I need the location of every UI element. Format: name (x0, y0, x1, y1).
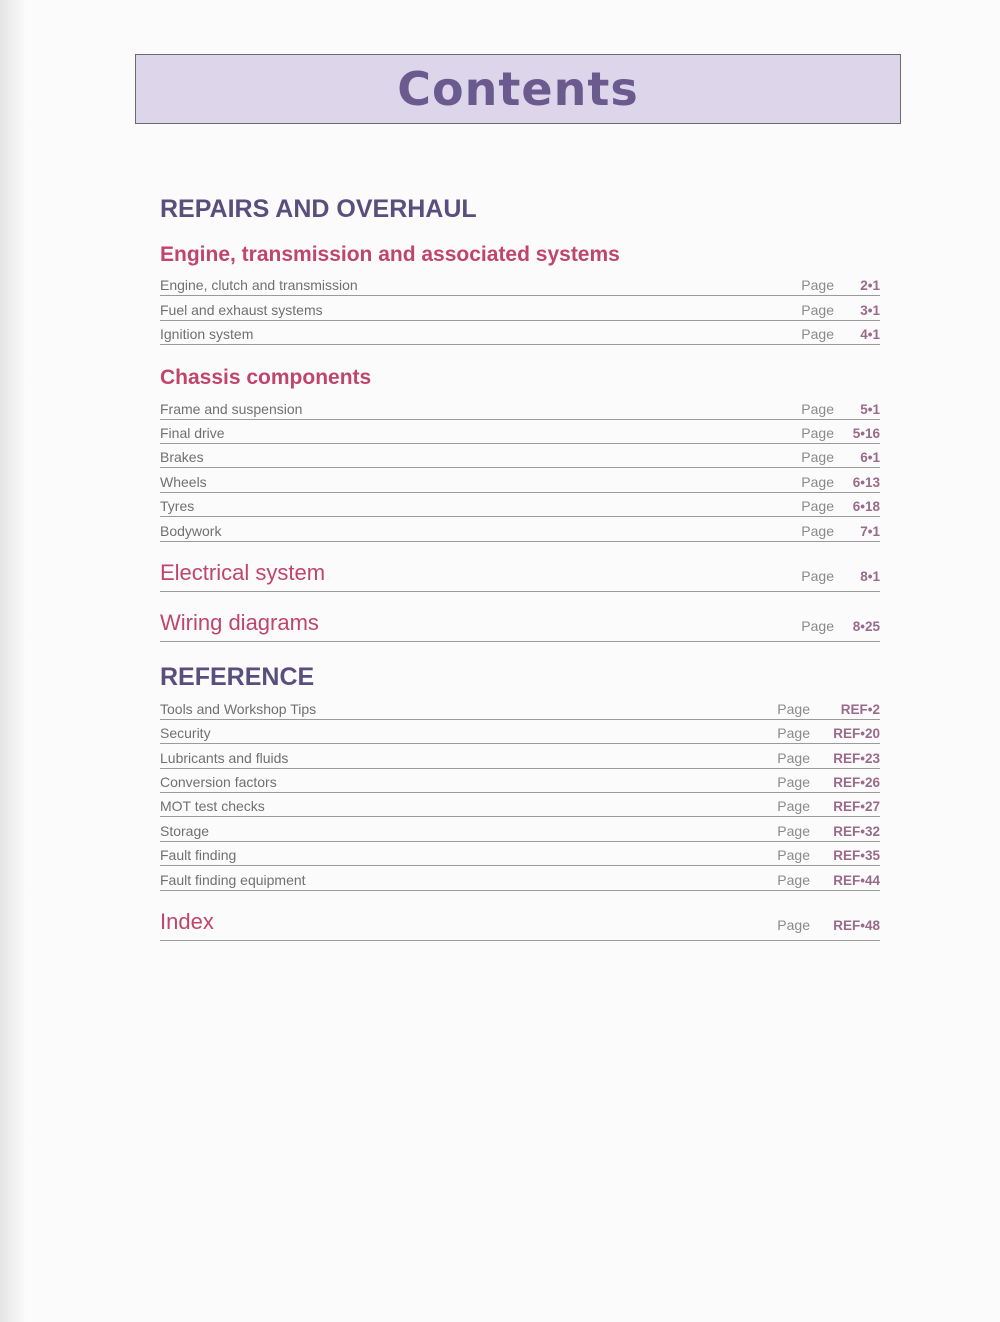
toc-row[interactable] (160, 817, 880, 841)
toc-row[interactable] (160, 420, 880, 444)
toc-row[interactable] (160, 493, 880, 517)
toc-row-label: Engine, clutch and transmission (160, 277, 358, 294)
page-word: Page (801, 617, 834, 634)
page-word: Page (801, 449, 834, 466)
toc-row[interactable] (160, 720, 880, 744)
reference-items (160, 696, 880, 891)
page-word: Page (801, 326, 834, 343)
page-word: Page (801, 498, 834, 515)
toc-row[interactable] (160, 696, 880, 720)
page-word: Page (777, 822, 810, 839)
toc-row-label: Index (160, 908, 214, 934)
toc-row-label: Fuel and exhaust systems (160, 301, 323, 318)
page-word: Page (777, 871, 810, 888)
page-number: 7•1 (860, 523, 880, 539)
page-word: Page (777, 749, 810, 766)
chassis-items (160, 395, 880, 541)
page-word: Page (777, 700, 810, 717)
page-number: 5•1 (860, 401, 880, 417)
toc-row[interactable] (160, 769, 880, 793)
toc-row-label: Lubricants and fluids (160, 749, 289, 766)
toc-row-label: Electrical system (160, 559, 326, 585)
page-edge-shadow (0, 0, 26, 1322)
page-number: REF•35 (833, 848, 880, 864)
title-banner (135, 54, 901, 124)
page-word: Page (777, 774, 810, 791)
toc-row-index[interactable] (160, 901, 880, 941)
page-number: 6•13 (852, 474, 880, 490)
toc-row-label: Ignition system (160, 326, 254, 343)
toc-row-label: Frame and suspension (160, 400, 303, 417)
subsection-heading-chassis: Chassis components (160, 366, 372, 390)
toc-row-label: Tools and Workshop Tips (160, 700, 317, 717)
toc-row[interactable] (160, 866, 880, 890)
toc-row-label: Fault finding equipment (160, 871, 306, 888)
toc-row-label: MOT test checks (160, 798, 265, 815)
toc-row-label: Conversion factors (160, 774, 277, 791)
toc-row[interactable] (160, 793, 880, 817)
section-heading-repairs: REPAIRS AND OVERHAUL (160, 195, 477, 223)
page-word: Page (801, 301, 834, 318)
toc-row-label: Bodywork (160, 522, 222, 539)
page-number: REF•48 (833, 917, 880, 933)
page-number: REF•20 (833, 726, 880, 742)
page-word: Page (777, 798, 810, 815)
page-title: Contents (397, 62, 639, 116)
page-number: 3•1 (860, 302, 880, 318)
toc-row-label: Final drive (160, 424, 225, 441)
toc-row[interactable] (160, 272, 880, 296)
toc-row-label: Tyres (160, 498, 195, 515)
toc-row[interactable] (160, 744, 880, 768)
page-word: Page (801, 400, 834, 417)
page-number: REF•44 (833, 872, 880, 888)
toc-row[interactable] (160, 395, 880, 419)
page-word: Page (801, 424, 834, 441)
toc-row[interactable] (160, 444, 880, 468)
page-number: 2•1 (860, 278, 880, 294)
page-number: 5•16 (852, 425, 880, 441)
page-word: Page (801, 473, 834, 490)
toc-row-label: Fault finding (160, 847, 237, 864)
contents-list (160, 190, 880, 941)
toc-row-label: Wiring diagrams (160, 609, 319, 635)
page-word: Page (777, 847, 810, 864)
page-number: 4•1 (860, 327, 880, 343)
toc-row-label: Wheels (160, 473, 207, 490)
page-number: REF•27 (833, 799, 880, 815)
toc-row-label: Security (160, 725, 211, 742)
page-word: Page (801, 567, 834, 584)
subsection-heading-engine: Engine, transmission and associated systems (160, 243, 620, 266)
toc-row[interactable] (160, 468, 880, 492)
page-number: 8•25 (852, 618, 880, 634)
page-number: REF•23 (833, 750, 880, 766)
page-number: 8•1 (860, 568, 880, 584)
toc-row[interactable] (160, 517, 880, 541)
toc-row[interactable] (160, 321, 880, 345)
page-word: Page (801, 277, 834, 294)
toc-row-wiring[interactable] (160, 602, 880, 642)
page-word: Page (777, 725, 810, 742)
toc-row[interactable] (160, 842, 880, 866)
engine-items (160, 272, 880, 345)
section-heading-reference: REFERENCE (160, 662, 315, 691)
page-number: REF•26 (833, 775, 880, 791)
toc-row-electrical[interactable] (160, 552, 880, 592)
page-word: Page (801, 522, 834, 539)
toc-row-label: Storage (160, 822, 210, 839)
toc-row[interactable] (160, 296, 880, 320)
page-number: REF•2 (840, 701, 880, 717)
page-word: Page (777, 916, 810, 933)
page-number: REF•32 (833, 823, 880, 839)
page-number: 6•1 (860, 450, 880, 466)
page-number: 6•18 (852, 499, 880, 515)
toc-row-label: Brakes (160, 449, 204, 466)
